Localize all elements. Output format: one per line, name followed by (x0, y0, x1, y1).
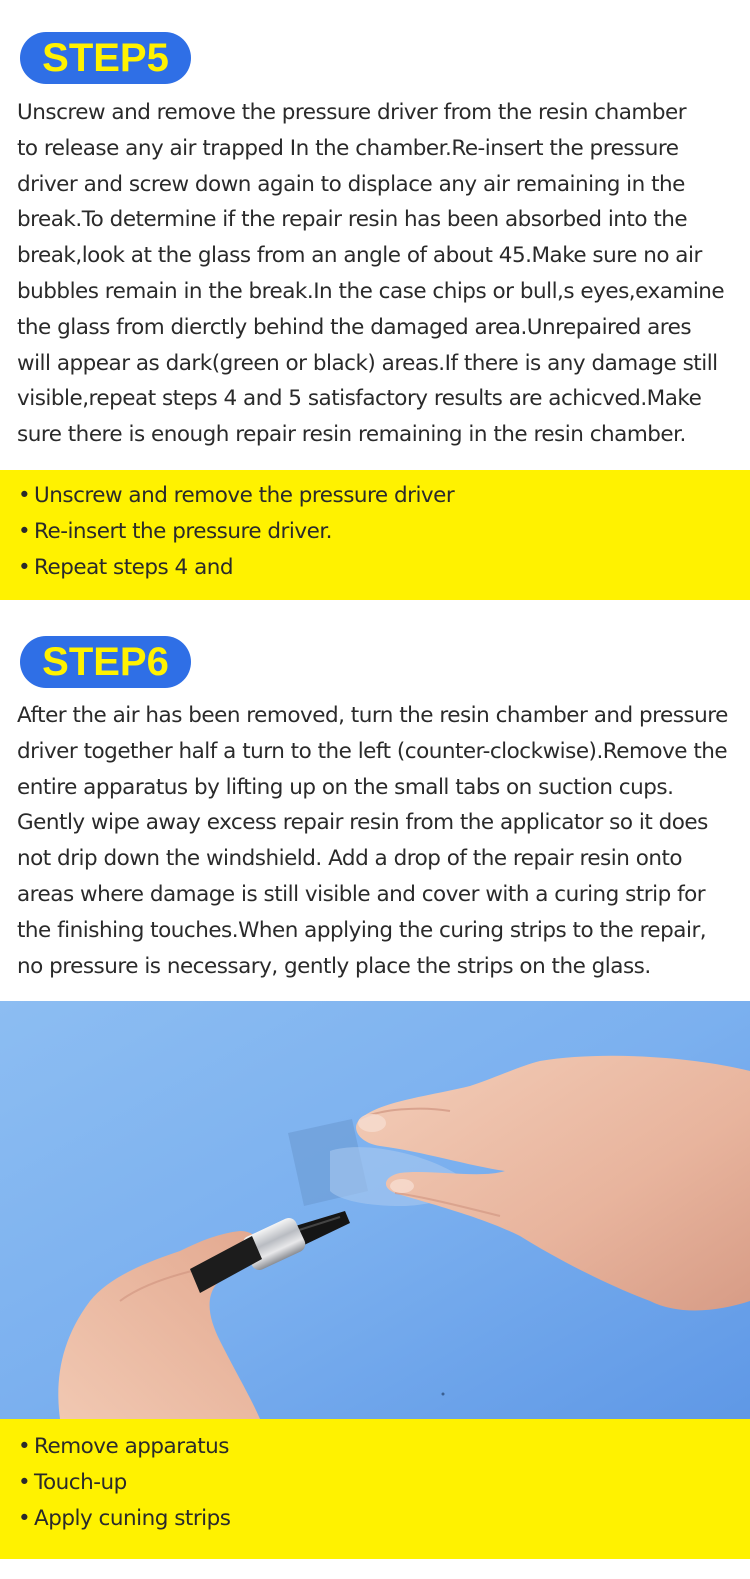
step6-line: the finishing touches.When applying the curing strips to the repair, (17, 917, 707, 943)
step5-badge (20, 32, 191, 84)
step5-line: sure there is enough repair resin remaining in the resin chamber. (17, 422, 686, 448)
bullet-text: Repeat steps 4 and (34, 555, 234, 580)
list-item (18, 550, 750, 586)
step5-line: break.To determine if the repair resin has been absorbed into the (17, 207, 688, 233)
bullet-dot: • (18, 1470, 31, 1495)
bullet-text: Re-insert the pressure driver. (34, 519, 333, 544)
step6-line: no pressure is necessary, gently place the strips on the glass. (17, 953, 651, 979)
step6-line: areas where damage is still visible and cover with a curing strip for (17, 881, 706, 907)
list-item (18, 478, 750, 514)
bullet-dot: • (18, 555, 31, 580)
step6-line: not drip down the windshield. Add a drop of the repair resin onto (17, 846, 683, 872)
bullet-text: Remove apparatus (34, 1434, 230, 1459)
step5-line: to release any air trapped In the chamber.Re-insert the pressure (17, 135, 679, 161)
step6-paragraph (17, 698, 745, 984)
step5-badge-label: STEP5 (42, 36, 169, 80)
step5-line: bubbles remain in the break.In the case chips or bull,s eyes,examine (17, 278, 725, 304)
bullet-text: Touch-up (34, 1470, 127, 1495)
step6-bullet-list (18, 1429, 750, 1537)
hands-applying-curing-strip-illustration (0, 1001, 750, 1419)
bullet-dot: • (18, 483, 31, 508)
step6-summary-box (0, 1419, 750, 1559)
bullet-dot: • (18, 1506, 31, 1531)
step6-line: After the air has been removed, turn the resin chamber and pressure (17, 703, 728, 728)
step6-line: Gently wipe away excess repair resin from the applicator so it does (17, 810, 708, 836)
bullet-dot: • (18, 1434, 31, 1459)
step5-line: driver and screw down again to displace any air remaining in the (17, 171, 685, 197)
list-item (18, 1501, 750, 1537)
step6-line: entire apparatus by lifting up on the small tabs on suction cups. (17, 774, 674, 800)
step5-line: visible,repeat steps 4 and 5 satisfactory results are achicved.Make (17, 386, 702, 412)
product-photo (0, 1001, 750, 1419)
bullet-text: Unscrew and remove the pressure driver (34, 483, 455, 508)
step6-badge-label: STEP6 (42, 640, 169, 684)
step5-summary-box (0, 470, 750, 600)
list-item (18, 514, 750, 550)
step5-paragraph (17, 95, 745, 453)
step6-line: driver together half a turn to the left (counter-clockwise).Remove the (17, 738, 728, 764)
bullet-text: Apply cuning strips (34, 1506, 231, 1531)
step5-line: Unscrew and remove the pressure driver from the resin chamber (17, 100, 687, 125)
step5-bullet-list (18, 478, 750, 586)
list-item (18, 1465, 750, 1501)
list-item (18, 1429, 750, 1465)
step5-line: break,look at the glass from an angle of about 45.Make sure no air (17, 243, 702, 269)
step6-badge (20, 636, 191, 688)
bullet-dot: • (18, 519, 31, 544)
step5-line: the glass from dierctly behind the damaged area.Unrepaired ares (17, 314, 692, 340)
step5-line: will appear as dark(green or black) areas.If there is any damage still (17, 350, 718, 376)
